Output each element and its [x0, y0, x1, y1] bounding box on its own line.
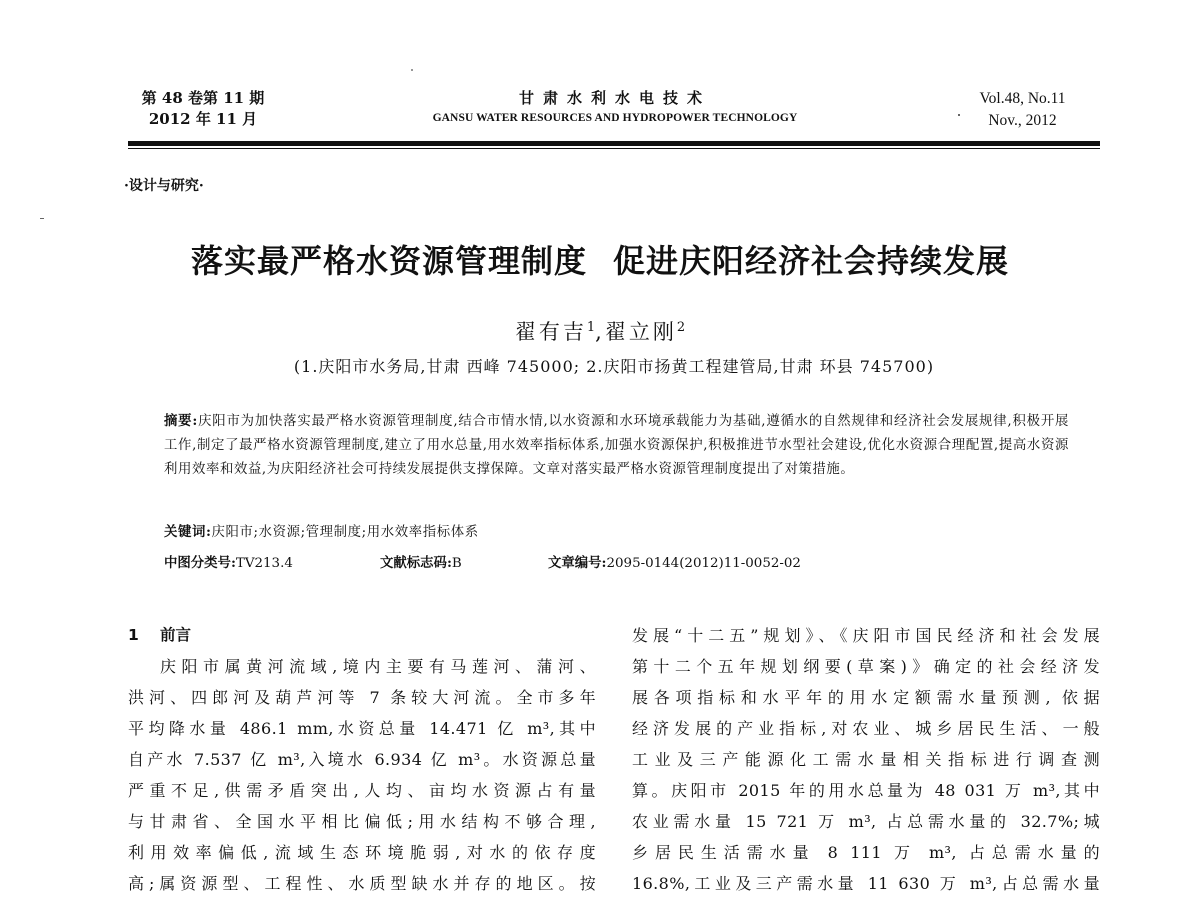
text-line: 庆阳市属黄河流域,境内主要有马莲河、蒲河、 [160, 657, 596, 676]
text-line: 展各项指标和水平年的用水定额需水量预测, 依据 [632, 688, 1100, 707]
author-2-affil: 2 [676, 320, 686, 335]
text-line: 乡居民生活需水量 8 111 万 m³, 占总需水量的 [632, 843, 1100, 862]
section-number: 1 [128, 626, 139, 644]
abstract-label: 摘要: [164, 413, 198, 429]
title-part-1: 落实最严格水资源管理制度 [190, 242, 587, 280]
journal-name-cn: 甘肃水利水电技术 [518, 89, 711, 107]
header-volume-en [955, 88, 1090, 132]
text-line: 严重不足,供需矛盾突出,人均、亩均水资源占有量 [128, 781, 596, 800]
classification-meta [164, 552, 801, 571]
text-line: 高;属资源型、工程性、水质型缺水并存的地区。按 [128, 874, 596, 893]
clc-value: TV213.4 [235, 556, 293, 571]
body-column-right [632, 620, 1100, 899]
clc-label: 中图分类号: [164, 555, 236, 571]
left-paragraph [128, 651, 596, 899]
header-rule-thin [128, 148, 1100, 149]
scan-speck [40, 218, 44, 219]
section-tag: ·设计与研究· [124, 178, 204, 194]
authors: 翟有吉$^1$,翟立刚$^2$ [514, 320, 686, 344]
doc-code-label: 文献标志码: [380, 555, 452, 571]
scan-speck [411, 69, 413, 71]
author-2: 翟立刚 [604, 320, 677, 344]
journal-name [380, 88, 850, 128]
date-en: Nov., 2012 [988, 112, 1057, 129]
date-cn: 2012 年 11 月 [148, 110, 258, 128]
article-no-label: 文章编号: [548, 555, 607, 571]
keywords [164, 521, 479, 540]
text-line: 第十二个五年规划纲要(草案)》确定的社会经济发 [632, 657, 1100, 676]
author-1-affil: 1 [586, 320, 596, 335]
header-volume-cn [128, 88, 278, 130]
text-line: 工业及三产能源化工需水量相关指标进行调查测 [632, 750, 1100, 769]
text-line: 与甘肃省、全国水平相比偏低;用水结构不够合理, [128, 812, 596, 831]
abstract-text: 庆阳市为加快落实最严格水资源管理制度,结合市情水情,以水资源和水环境承载能力为基础,遵循水的自然规律和经济社会发展规律,积极开展工作,制定了最严格水资源管理制度,建立了用水总量,用水效率指标体系,加强水资源保护,积极推进节水型社会建设,优化水资源合理配置,提高水资源利用效率和效益,为庆阳经济社会可持续发展提供支撑保障。文章对落实最严格水资源管理制度提出了对策措施。 [164, 414, 1069, 477]
title-part-2: 促进庆阳经济社会持续发展 [613, 242, 1010, 280]
text-line: 发展“十二五”规划》、《庆阳市国民经济和社会发展 [632, 626, 1100, 645]
header-rule-thick [128, 141, 1100, 146]
text-line: 算。庆阳市 2015 年的用水总量为 48 031 万 m³,其中 [632, 781, 1100, 800]
section-heading [128, 620, 596, 651]
paper-title [0, 236, 1200, 282]
volume-cn: 第 48 卷第 11 期 [141, 89, 265, 107]
right-paragraph [632, 620, 1100, 899]
text-line: 洪河、四郎河及葫芦河等 7 条较大河流。全市多年 [128, 688, 596, 707]
text-line: 自产水 7.537 亿 m³,入境水 6.934 亿 m³。水资源总量 [128, 750, 596, 769]
section-title: 前言 [160, 626, 192, 644]
body-column-left [128, 620, 596, 899]
affiliations: (1.庆阳市水务局,甘肃 西峰 745000; 2.庆阳市扬黄工程建管局,甘肃 环县 745700) [293, 357, 935, 376]
text-line: 平均降水量 486.1 mm,水资总量 14.471 亿 m³,其中 [128, 719, 596, 738]
article-no-value: 2095-0144(2012)11-0052-02 [606, 556, 801, 571]
text-line: 经济发展的产业指标,对农业、城乡居民生活、一般 [632, 719, 1100, 738]
keywords-text: 庆阳市;水资源;管理制度;用水效率指标体系 [211, 525, 479, 540]
doc-code-value: B [451, 556, 462, 571]
abstract [164, 409, 1069, 482]
journal-name-en: GANSU WATER RESOURCES AND HYDROPOWER TECHNOLOGY [432, 112, 798, 124]
text-line: 农业需水量 15 721 万 m³, 占总需水量的 32.7%;城 [632, 812, 1100, 831]
text-line: 利用效率偏低,流域生态环境脆弱,对水的依存度 [128, 843, 596, 862]
text-line: 16.8%,工业及三产需水量 11 630 万 m³,占总需水量 [632, 874, 1100, 893]
keywords-label: 关键词: [164, 524, 212, 540]
author-1: 翟有吉 [514, 320, 587, 344]
volume-en: Vol.48, No.11 [979, 90, 1066, 107]
